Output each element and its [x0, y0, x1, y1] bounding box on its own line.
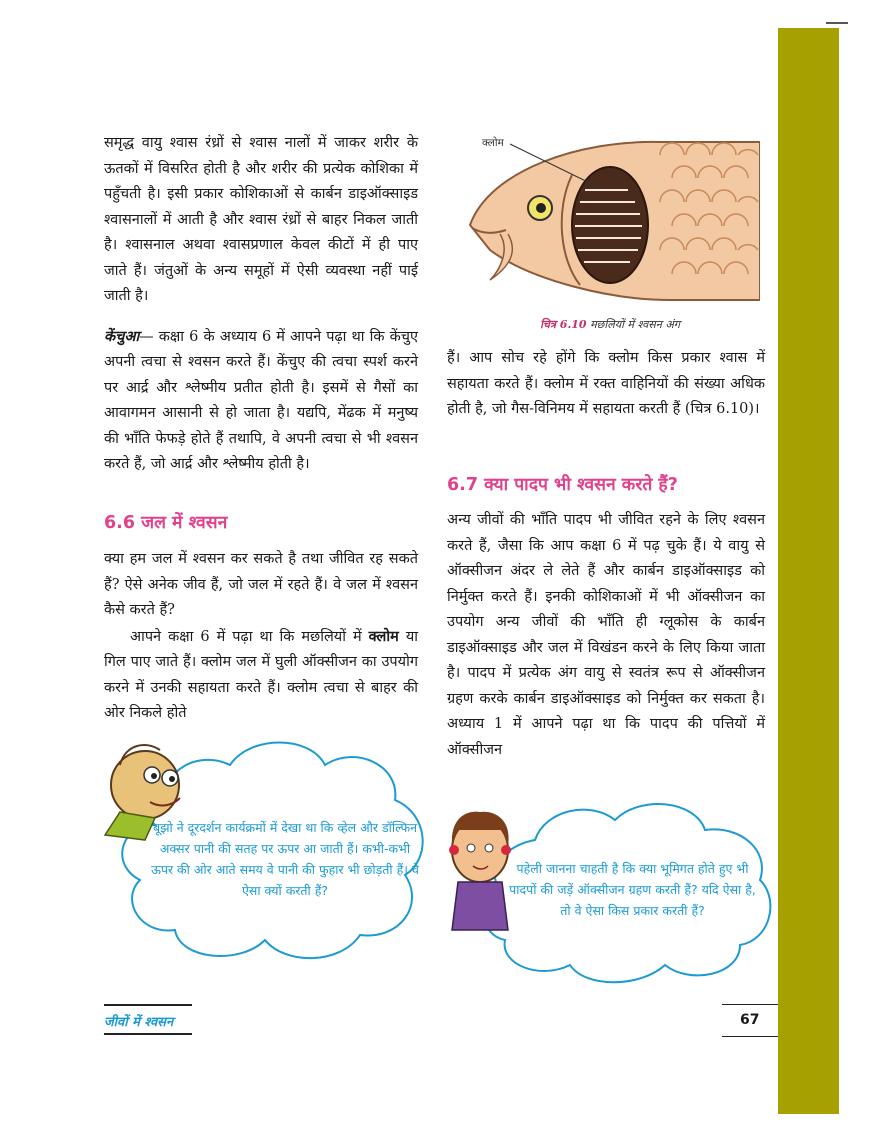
figure-caption	[460, 317, 760, 332]
right-column-upper	[447, 346, 765, 423]
earthworm-text: — कक्षा 6 के अध्याय 6 में आपने पढ़ा था कि केंचुए अपनी त्वचा से श्वसन करते हैं। केंचुए की त्वचा स्पर्श करने पर आर्द्र और श्लेष्मीय प्रतीत होती है। इसमें से गैसों का आवागमन आसानी से हो जाता है। यद्यपि, मेंढक में मनुष्य की भाँति फेफड़े होते हैं तथापि, वे अपनी त्वचा से भी श्वसन करते हैं, जो आर्द्र और श्लेष्मीय होती है।	[104, 328, 418, 472]
chapter-title: जीवों में श्वसन	[104, 1015, 174, 1030]
paheli-question: पहेली जानना चाहती है कि क्या भूमिगत होते हुए भी पादपों की जड़ें ऑक्सीजन ग्रहण करती हैं? यदि ऐसा है, तो वे ऐसा किस प्रकार करती हैं?	[509, 861, 756, 918]
page-number-rule-top	[722, 1004, 778, 1005]
section-heading-6-6: 6.6 जल में श्वसन	[104, 513, 228, 533]
footer-rule-bottom	[104, 1033, 192, 1035]
footer-rule-top	[104, 1004, 192, 1006]
paragraph-earthworm	[104, 324, 418, 478]
left-column	[104, 131, 418, 478]
left-column-lower	[104, 547, 418, 727]
right-column-lower	[447, 508, 765, 763]
figure-caption-text: मछलियों में श्वसन अंग	[590, 318, 680, 331]
fish-gill-illustration	[460, 130, 760, 308]
earthworm-term: केंचुआ	[104, 327, 140, 345]
side-color-bar	[778, 28, 839, 1114]
boojho-question: बूझो ने दूरदर्शन कार्यक्रमों में देखा था कि व्हेल और डॉल्फिन अक्सर पानी की सतह पर ऊपर आ जाती हैं। कभी-कभी ऊपर की ओर आते समय वे पानी की फुहार भी छोड़ती हैं। वे ऐसा क्यों करती हैं?	[151, 820, 419, 898]
gills-text-rest: या गिल पाए जाते हैं। क्लोम जल में घुली ऑक्सीजन का उपयोग करने में उनकी सहायता करते हैं। क्लोम त्वचा से बाहर की ओर निकले होते	[104, 628, 419, 721]
gills-term: क्लोम	[368, 627, 399, 645]
page-number: 67	[740, 1012, 760, 1028]
gill-label: क्लोम	[482, 137, 504, 149]
corner-mark	[826, 22, 848, 24]
paragraph-plant-respiration: अन्य जीवों की भाँति पादप भी जीवित रहने के लिए श्वसन करते हैं, जैसा कि आप कक्षा 6 में पढ़ चुके हैं। ये वायु से ऑक्सीजन अंदर ले लेते हैं और कार्बन डाइऑक्साइड को निर्मुक्त करते हैं। इनकी कोशिकाओं में भी ऑक्सीजन का उपयोग अन्य जीवों की भाँति ही ग्लूकोस के कार्बन डाइऑक्साइड और जल में विखंडन करने के लिए किया जाता है। पादप में प्रत्येक अंग वायु से स्वतंत्र रूप से ऑक्सीजन ग्रहण करके कार्बन डाइऑक्साइड को निर्मुक्त कर सकता है। अध्याय 1 में आपने पढ़ा था कि पादप की पत्तियों में ऑक्सीजन	[447, 512, 765, 758]
paragraph-gills	[104, 624, 418, 727]
page-number-rule-bottom	[722, 1036, 778, 1037]
paragraph-gill-function: हैं। आप सोच रहे होंगे कि क्लोम किस प्रकार श्वास में सहायता करते हैं। क्लोम में रक्त वाहिनियों की संख्या अधिक होती है, जो गैस-विनिमय में सहायता करती हैं (चित्र 6.10)।	[447, 350, 765, 417]
paragraph-water-breathing: क्या हम जल में श्वसन कर सकते है तथा जीवित रह सकते हैं? ऐसे अनेक जीव हैं, जो जल में रहते हैं। वे जल में श्वसन कैसे करते हैं?	[104, 551, 418, 618]
gills-text-start: आपने कक्षा 6 में पढ़ा था कि मछलियों में	[130, 628, 362, 645]
figure-number: चित्र 6.10	[540, 318, 587, 331]
paragraph-tracheae: समृद्ध वायु श्वास रंध्रों से श्वास नालों में जाकर शरीर के ऊतकों में विसरित होती है और शरीर की प्रत्येक कोशिका में पहुँचती है। इसी प्रकार कोशिकाओं से कार्बन डाइऑक्साइड श्वासनालों में आती है और श्वास रंध्रों से बाहर निकल जाती है। श्वासनाल अथवा श्वासप्रणाल केवल कीटों में ही पाए जाते हैं। जंतुओं के अन्य समूहों में ऐसी व्यवस्था नहीं पाई जाती है।	[104, 135, 418, 304]
section-heading-6-7: 6.7 क्या पादप भी श्वसन करते हैं?	[447, 475, 678, 495]
